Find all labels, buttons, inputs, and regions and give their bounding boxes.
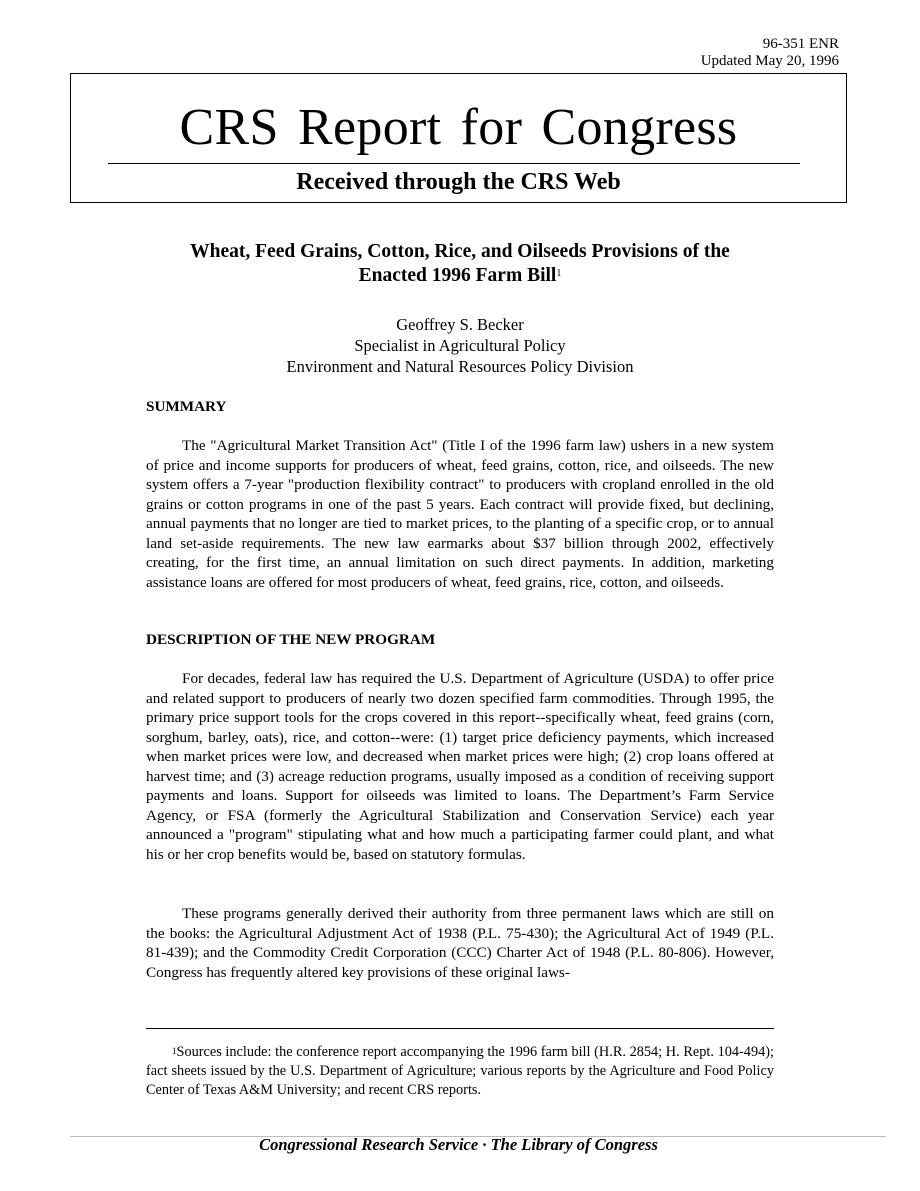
description-paragraph-2: These programs generally derived their authority from three permanent laws which are still on the books: the Agricultural Adjustment Act of 1938 (P.L. 75-430); the Agricultural Act of 1949 (P.L. 81-439); and the Commodity Credit Corporation (CCC) Charter Act of 1948 (P.L. 80-806). However, Congress has frequently altered key provisions of these original laws- [146, 905, 774, 981]
footnote-marker: 1 [172, 1046, 177, 1056]
description-paragraph-1: For decades, federal law has required the U.S. Department of Agriculture (USDA) to offer price and related support to producers of nearly two dozen specified farm commodities. Through 1995, the primary price support tools for the crops covered in this report--specifically wheat, feed grains (corn, sorghum, barley, oats), rice, and cotton--were: (1) target price deficiency payments, which increased when market prices were low, and decreased when market prices were high; (2) crop loans offered at harvest time; and (3) acreage reduction programs, usually imposed as a condition of receiving support payments and loans. Support for oilseeds was limited to loans. The Department’s Farm Service Agency, or FSA (formerly the Agricultural Stabilization and Conservation Service) each year announced a "program" stipulating what and how much a participating farmer could plant, and what his or her crop benefits would be, based on statutory formulas. [146, 670, 774, 863]
footnote-ref: 1 [556, 268, 562, 279]
masthead-box [70, 73, 847, 203]
page-footer: Congressional Research Service · The Library of Congress [259, 1135, 658, 1154]
author-division: Environment and Natural Resources Policy Division [286, 357, 634, 376]
masthead-title: CRS Report for Congress [179, 99, 738, 156]
footnote [146, 1043, 774, 1100]
document-id-block [701, 36, 839, 70]
description-heading: DESCRIPTION OF THE NEW PROGRAM [146, 631, 436, 648]
report-title-line1: Wheat, Feed Grains, Cotton, Rice, and Oilseeds Provisions of the [190, 241, 730, 262]
updated-date: Updated May 20, 1996 [700, 53, 839, 69]
footnote-rule [146, 1028, 774, 1029]
footnote-text: Sources include: the conference report accompanying the 1996 farm bill (H.R. 2854; H. Rept. 104-494); fact sheets issued by the U.S. Department of Agriculture; various reports by the Agriculture and Food Policy Center of Texas A&M University; and recent CRS reports. [146, 1044, 774, 1098]
summary-heading: SUMMARY [146, 398, 227, 415]
report-title [146, 240, 774, 288]
summary-paragraph: The "Agricultural Market Transition Act" (Title I of the 1996 farm law) ushers in a new system of price and income supports for producers of wheat, feed grains, cotton, rice, and oilseeds. The new system offers a 7-year "production flexibility contract" to producers with cropland enrolled in the old grains or cotton programs in one of the past 5 years. Each contract will provide fixed, but declining, annual payments that no longer are tied to market prices, to the planting of a specific crop, or to annual land set-aside requirements. The new law earmarks about $37 billion through 2002, effectively creating, for the first time, an annual limitation on such direct payments. In addition, marketing assistance loans are offered for most producers of wheat, feed grains, rice, cotton, and oilseeds. [146, 437, 774, 591]
doc-number: 96-351 ENR [762, 36, 839, 52]
masthead-subtitle: Received through the CRS Web [296, 169, 621, 195]
author-block [146, 314, 774, 377]
author-title: Specialist in Agricultural Policy [354, 336, 566, 355]
author-name: Geoffrey S. Becker [396, 315, 524, 334]
masthead-rule [108, 163, 800, 164]
report-title-line2: Enacted 1996 Farm Bill [358, 265, 557, 286]
